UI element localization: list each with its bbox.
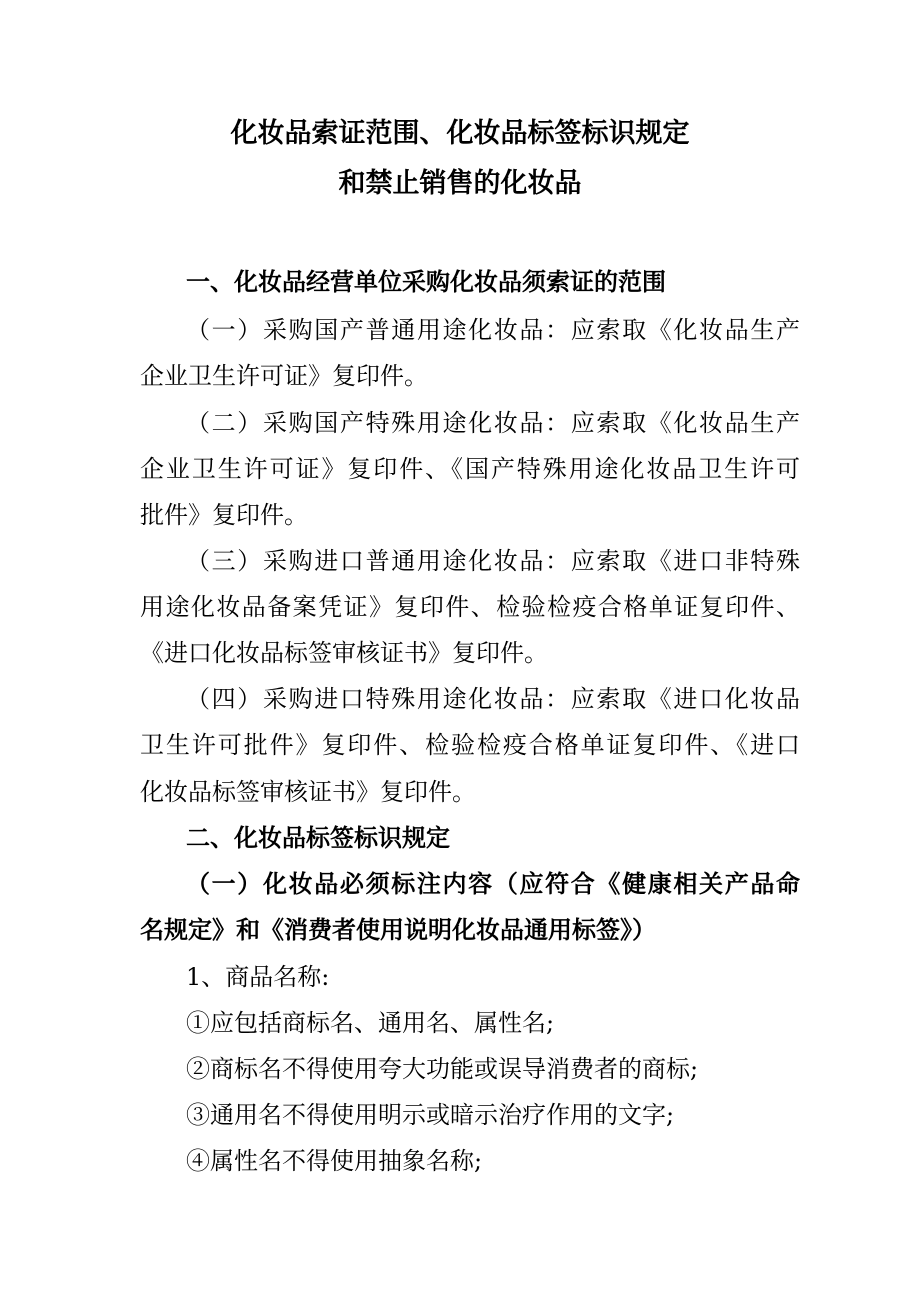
document-title-line-1: 化妆品索证范围、化妆品标签标识规定 xyxy=(230,118,690,149)
section-1-item-3-line-3: 《进口化妆品标签审核证书》复印件。 xyxy=(140,639,548,667)
section-1-heading: 一、化妆品经营单位采购化妆品须索证的范围 xyxy=(186,268,666,296)
document-title-line-2: 和禁止销售的化妆品 xyxy=(338,168,582,199)
section-1-item-3-line-2: 用途化妆品备案凭证》复印件、检验检疫合格单证复印件、 xyxy=(140,593,800,621)
section-2-rule-2: ②商标名不得使用夸大功能或误导消费者的商标; xyxy=(186,1055,699,1083)
section-1-item-1-line-1: （一）采购国产普通用途化妆品：应索取《化妆品生产 xyxy=(186,316,800,344)
section-2-rule-1: ①应包括商标名、通用名、属性名; xyxy=(186,1009,555,1037)
section-1-item-2-line-1: （二）采购国产特殊用途化妆品：应索取《化妆品生产 xyxy=(186,409,800,437)
section-2-subheading-line-2: 名规定》和《消费者使用说明化妆品通用标签》） xyxy=(140,916,656,944)
section-2-rule-4: ④属性名不得使用抽象名称; xyxy=(186,1147,483,1175)
section-2-rule-3: ③通用名不得使用明示或暗示治疗作用的文字; xyxy=(186,1101,675,1129)
section-1-item-4-line-1: （四）采购进口特殊用途化妆品：应索取《进口化妆品 xyxy=(186,685,800,713)
section-1-item-2-line-3: 批件》复印件。 xyxy=(140,501,308,529)
section-1-item-4-line-3: 化妆品标签审核证书》复印件。 xyxy=(140,778,476,806)
section-2-point-1: 1、商品名称: xyxy=(186,963,330,991)
section-1-item-4-line-2: 卫生许可批件》复印件、检验检疫合格单证复印件、《进口 xyxy=(140,731,800,759)
section-2-subheading-line-1: （一）化妆品必须标注内容（应符合《健康相关产品命 xyxy=(186,870,800,898)
section-1-item-3-line-1: （三）采购进口普通用途化妆品：应索取《进口非特殊 xyxy=(186,547,800,575)
section-1-item-2-line-2: 企业卫生许可证》复印件、《国产特殊用途化妆品卫生许可 xyxy=(140,455,800,483)
section-2-heading: 二、化妆品标签标识规定 xyxy=(186,824,450,852)
section-1-item-1-line-2: 企业卫生许可证》复印件。 xyxy=(140,362,428,390)
